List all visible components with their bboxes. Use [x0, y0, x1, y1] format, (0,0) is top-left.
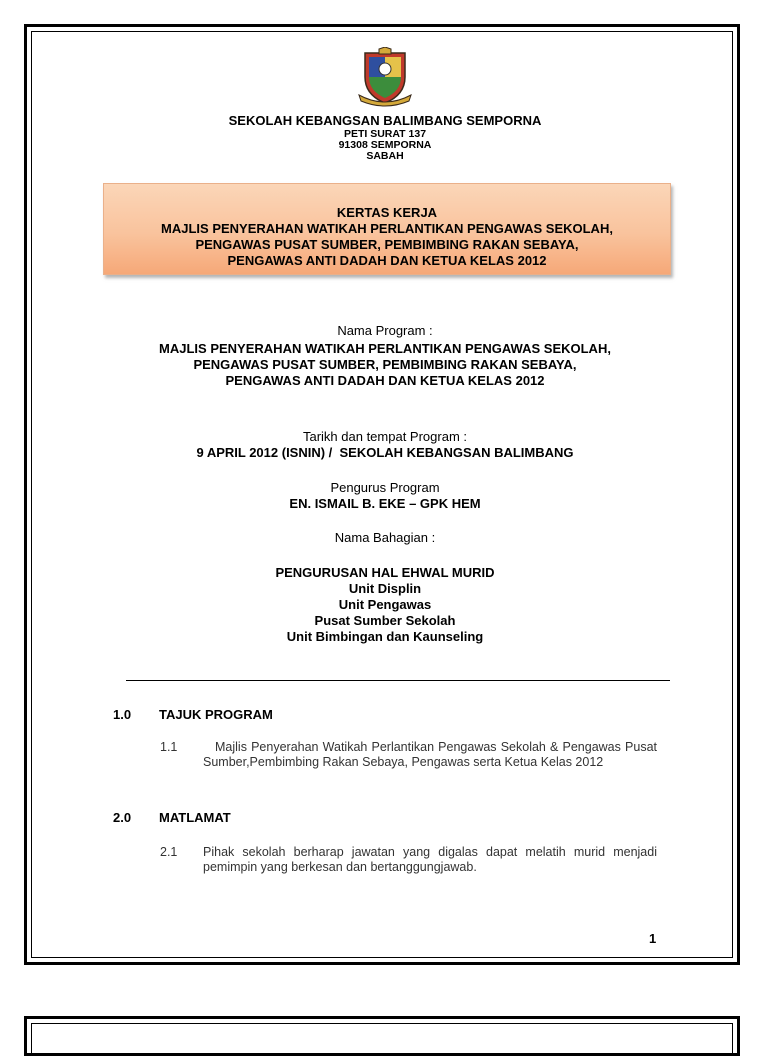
- division-line-4: Pusat Sumber Sekolah: [314, 613, 456, 628]
- division-line-2: Unit Displin: [348, 581, 422, 596]
- section-title: TAJUK PROGRAM: [159, 707, 273, 722]
- banner-line-3: PENGAWAS PUSAT SUMBER, PEMBIMBING RAKAN SEBAYA,: [195, 237, 579, 252]
- program-name-line-3: PENGAWAS ANTI DADAH DAN KETUA KELAS 2012: [225, 373, 545, 388]
- address-line-3: SABAH: [366, 150, 404, 162]
- organizer-value: EN. ISMAIL B. EKE – GPK HEM: [289, 496, 481, 511]
- horizontal-divider: [126, 680, 670, 681]
- banner-line-4: PENGAWAS ANTI DADAH DAN KETUA KELAS 2012: [227, 253, 547, 268]
- section-number: 2.0: [113, 810, 132, 825]
- title-banner: [103, 183, 671, 275]
- organizer-label: Pengurus Program: [330, 480, 440, 495]
- document-page: [24, 24, 740, 965]
- address-line-2: 91308 SEMPORNA: [338, 139, 432, 151]
- division-line-1: PENGURUSAN HAL EHWAL MURID: [275, 565, 495, 580]
- subsection-text: Majlis Penyerahan Watikah Perlantikan Pengawas Sekolah & Pengawas Pusat Sumber,Pembimbing Rakan Sebaya, Pengawas serta Ketua Kelas 2012: [203, 740, 657, 769]
- division-line-5: Unit Bimbingan dan Kaunseling: [286, 629, 484, 644]
- program-name-line-2: PENGAWAS PUSAT SUMBER, PEMBIMBING RAKAN SEBAYA,: [193, 357, 577, 372]
- date-place-value: 9 APRIL 2012 (ISNIN) / SEKOLAH KEBANGSAN BALIMBANG: [196, 445, 574, 460]
- subsection-text: Pihak sekolah berharap jawatan yang digalas dapat melatih murid menjadi pemimpin yang berkesan dan bertanggungjawab.: [203, 845, 657, 874]
- next-page-edge: [24, 1016, 740, 1056]
- school-name: SEKOLAH KEBANGSAN BALIMBANG SEMPORNA: [228, 113, 542, 128]
- school-crest-icon: [357, 47, 413, 107]
- page-number: 1: [649, 931, 657, 946]
- program-name-line-1: MAJLIS PENYERAHAN WATIKAH PERLANTIKAN PENGAWAS SEKOLAH,: [159, 341, 611, 356]
- program-name-label: Nama Program :: [337, 323, 433, 338]
- subsection-number: 2.1: [160, 845, 178, 859]
- program-name-value: [27, 341, 743, 389]
- section-title: MATLAMAT: [159, 810, 231, 825]
- section-number: 1.0: [113, 707, 132, 722]
- subsection-number: 1.1: [160, 740, 178, 754]
- banner-line-2: MAJLIS PENYERAHAN WATIKAH PERLANTIKAN PENGAWAS SEKOLAH,: [161, 221, 613, 236]
- division-line-3: Unit Pengawas: [338, 597, 432, 612]
- address-line-1: PETI SURAT 137: [343, 128, 427, 140]
- division-list: [27, 565, 743, 645]
- banner-line-1: KERTAS KERJA: [336, 205, 438, 220]
- date-place-label: Tarikh dan tempat Program :: [302, 429, 468, 444]
- division-label: Nama Bahagian :: [334, 530, 436, 545]
